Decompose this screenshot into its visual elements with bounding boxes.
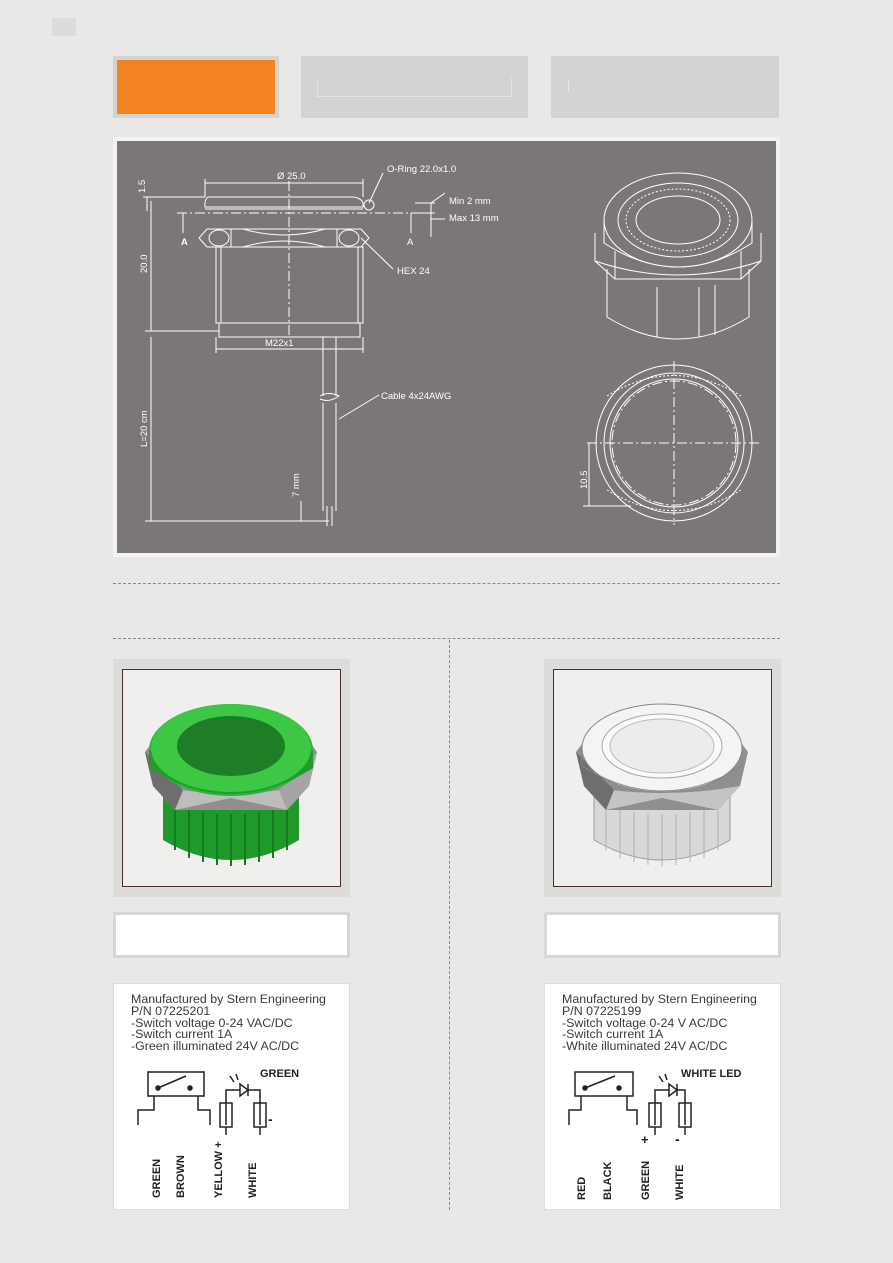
section-view <box>583 361 761 525</box>
drawing-svg <box>117 141 776 553</box>
spec-line: -Switch current 1A <box>562 1027 664 1042</box>
spec-line: Manufactured by Stern Engineering <box>131 992 326 1006</box>
section-a-right: A <box>407 237 414 248</box>
tab-three[interactable] <box>551 56 779 118</box>
white-label-box <box>544 912 781 958</box>
label-10-5: 10.5 <box>579 470 590 489</box>
spec-line: P/N 07225201 <box>131 1003 211 1018</box>
label-diameter: Ø 25.0 <box>277 171 306 182</box>
photo-frame <box>553 669 772 887</box>
label-cable-length: L=20 cm <box>139 410 150 447</box>
label-cable: Cable 4x24AWG <box>381 391 452 402</box>
white-switch-photo <box>544 659 781 897</box>
label-oring: O-Ring 22.0x1.0 <box>387 164 457 175</box>
green-label-box <box>113 912 350 958</box>
wire-label: GREEN <box>151 1158 163 1198</box>
wire-label: GREEN <box>640 1160 652 1200</box>
separator-top <box>113 583 780 584</box>
tab-three-tick <box>568 80 569 92</box>
flange-top <box>205 197 363 207</box>
minus-sign: - <box>268 1111 273 1127</box>
label-20: 20.0 <box>139 254 150 273</box>
wire-label: WHITE <box>247 1162 259 1198</box>
label-hex: HEX 24 <box>397 266 430 277</box>
label-strip: 7 mm <box>291 473 302 497</box>
white-spec-text <box>562 994 757 1053</box>
spec-line: -Switch voltage 0-24 V AC/DC <box>562 1015 728 1030</box>
iso-view <box>595 173 761 339</box>
label-1-5: 1.5 <box>137 179 148 193</box>
separator-vertical <box>449 640 450 1210</box>
green-switch-photo <box>113 659 350 897</box>
green-wiring-diagram <box>114 1060 351 1210</box>
white-switch-image <box>554 670 770 884</box>
label-min: Min 2 mm <box>449 196 491 207</box>
label-thread: M22x1 <box>265 338 294 349</box>
led-label-white: WHITE LED <box>681 1068 742 1080</box>
wire-label: YELLOW + <box>213 1141 225 1198</box>
green-spec-card <box>113 983 350 1210</box>
wire-label: WHITE <box>674 1164 686 1200</box>
section-a-left: A <box>181 237 188 248</box>
tab-two[interactable] <box>301 56 528 118</box>
spec-line: Manufactured by Stern Engineering <box>562 992 757 1006</box>
plus-sign: + <box>641 1132 649 1147</box>
technical-drawing <box>113 137 780 557</box>
wire-label: BROWN <box>175 1155 187 1198</box>
spec-line: -White illuminated 24V AC/DC <box>562 1039 728 1054</box>
spec-line: -Switch voltage 0-24 VAC/DC <box>131 1015 293 1030</box>
tab-two-bracket <box>317 78 512 97</box>
spec-line: -Switch current 1A <box>131 1027 233 1042</box>
label-max: Max 13 mm <box>449 213 499 224</box>
green-switch-image <box>123 670 339 884</box>
tab-active-fill <box>117 60 275 114</box>
wire-label: RED <box>576 1176 588 1200</box>
spec-line: P/N 07225199 <box>562 1003 642 1018</box>
photo-frame <box>122 669 341 887</box>
spec-line: -Green illuminated 24V AC/DC <box>131 1039 300 1054</box>
separator-bottom <box>113 638 780 639</box>
tab-active[interactable] <box>113 56 279 118</box>
page-number-box <box>52 18 76 36</box>
white-wiring-diagram <box>545 1060 782 1210</box>
minus-sign: - <box>675 1131 680 1147</box>
wire-label: BLACK <box>602 1161 614 1200</box>
green-spec-text <box>131 994 326 1053</box>
led-label-green: GREEN <box>260 1068 300 1080</box>
white-spec-card <box>544 983 781 1210</box>
